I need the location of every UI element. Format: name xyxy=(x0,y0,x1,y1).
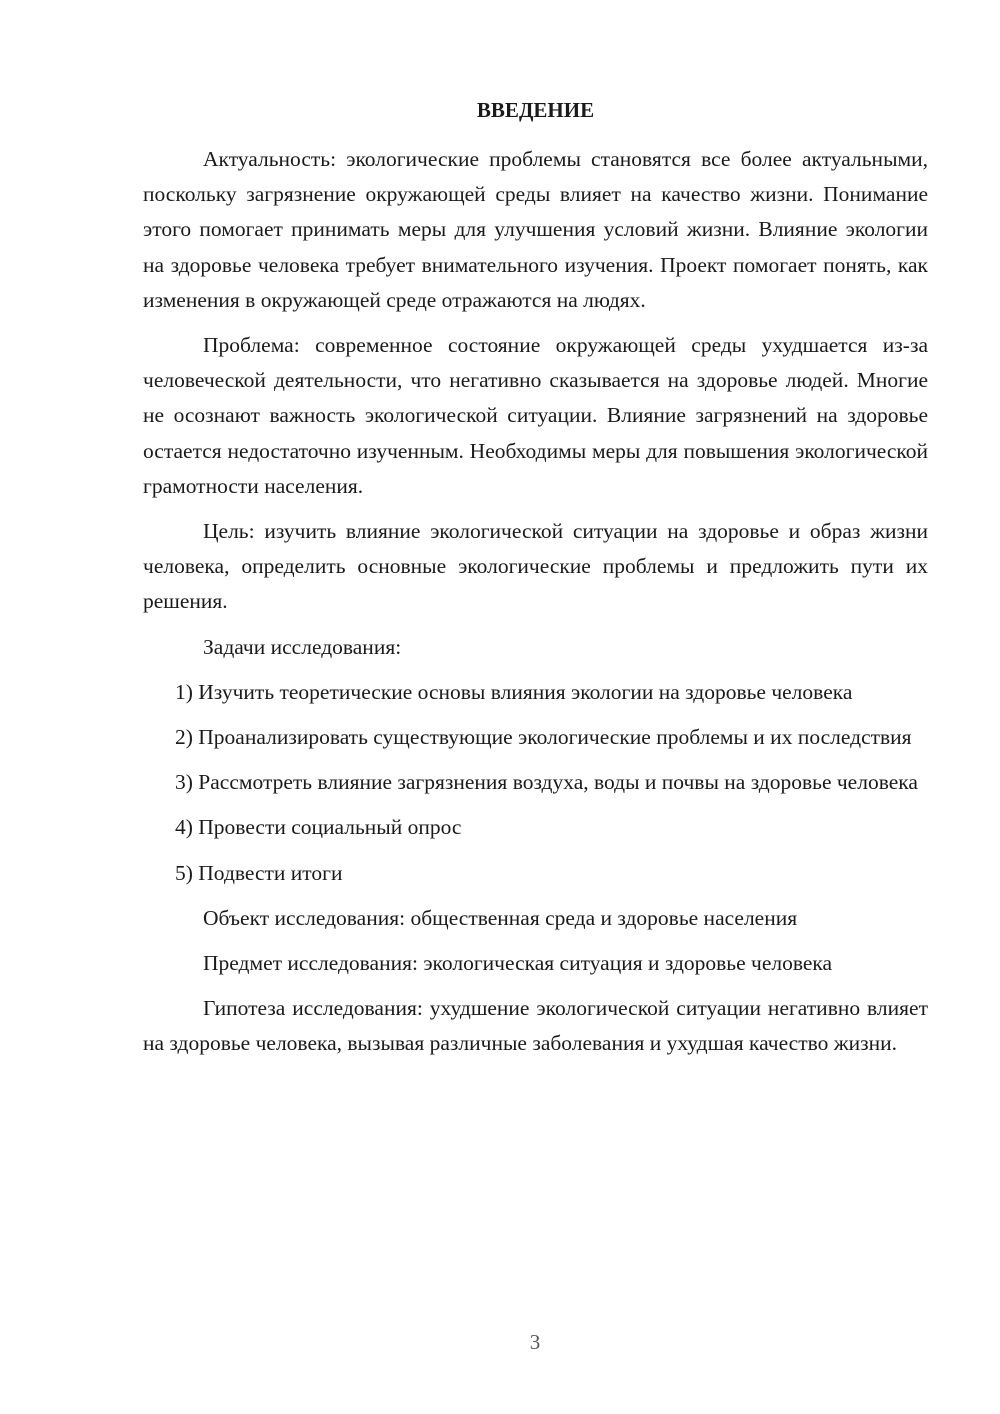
paragraph-goal: Цель: изучить влияние экологической ситуации на здоровье и образ жизни человека, определить основные экологические проблемы и предложить пути их решения. xyxy=(143,519,928,614)
task-item-2: 2) Проанализировать существующие экологические проблемы и их последствия xyxy=(175,725,912,750)
task-item-5: 5) Подвести итоги xyxy=(175,860,343,885)
task-item-4: 4) Провести социальный опрос xyxy=(175,815,462,840)
paragraph-subject: Предмет исследования: экологическая ситуация и здоровье человека xyxy=(203,951,833,976)
task-item-1: 1) Изучить теоретические основы влияния экологии на здоровье человека xyxy=(175,679,853,704)
document-page xyxy=(143,94,928,1072)
paragraph-problem: Проблема: современное состояние окружающей среды ухудшается из-за человеческой деятельности, что негативно сказывается на здоровье людей. Многие не осознают важность экологической ситуации. Влияние загрязнений на здоровье остается недостаточно изученным. Необходимы меры для повышения экологической грамотности населения. xyxy=(143,333,928,498)
page-number: 3 xyxy=(529,1330,541,1354)
paragraph-relevance: Актуальность: экологические проблемы становятся все более актуальными, поскольку загрязнение окружающей среды влияет на качество жизни. Понимание этого помогает принимать меры для улучшения условий жизни. Влияние экологии на здоровье человека требует внимательного изучения. Проект помогает понять, как изменения в окружающей среде отражаются на людях. xyxy=(143,147,928,312)
task-item-3: 3) Рассмотреть влияние загрязнения воздуха, воды и почвы на здоровье человека xyxy=(175,770,918,795)
paragraph-object: Объект исследования: общественная среда и здоровье населения xyxy=(203,905,798,930)
paragraph-tasks-heading: Задачи исследования: xyxy=(203,634,402,659)
paragraph-hypothesis: Гипотеза исследования: ухудшение экологической ситуации негативно влияет на здоровье человека, вызывая различные заболевания и ухудшая качество жизни. xyxy=(143,996,928,1056)
page-title: ВВЕДЕНИЕ xyxy=(476,98,595,122)
